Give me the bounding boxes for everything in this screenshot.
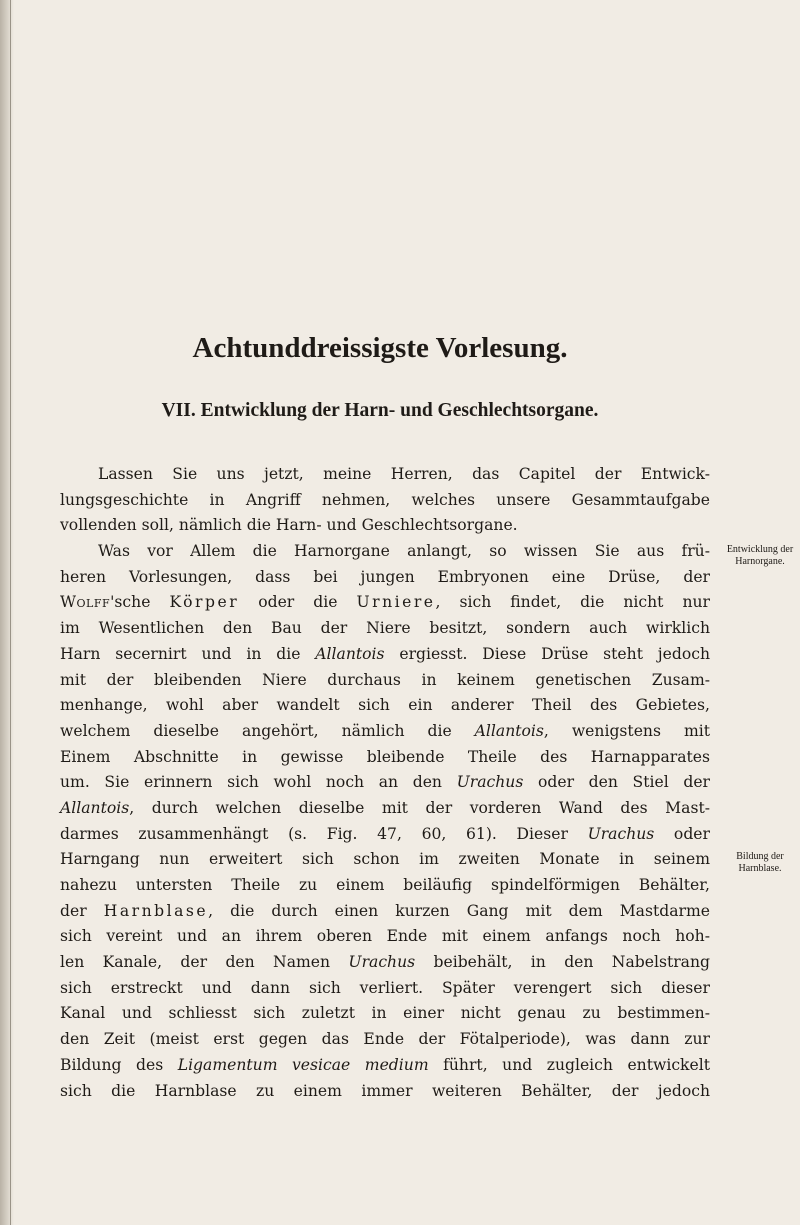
text-line: nahezu untersten Theile zu einem beiläufig spindelförmigen Behälter, [60, 876, 710, 894]
text-line: heren Vorlesungen, dass bei jungen Embryonen eine Drüse, der [60, 567, 710, 586]
term-italic: Urachus [587, 824, 655, 843]
text-run: 'sche [110, 593, 170, 612]
margin-note-harnorgane [722, 544, 798, 568]
term-italic: Allantois [315, 644, 385, 663]
margin-note-harnblase [722, 851, 798, 875]
text-line: Was vor Allem die Harnorgane anlangt, so wissen Sie aus frü- [98, 542, 710, 561]
text-line [60, 719, 710, 745]
text-run: um. Sie erinnern sich wohl noch an den [60, 773, 457, 792]
text-line: mit der bleibenden Niere durchaus in keinem genetischen Zusam- [60, 670, 710, 689]
text-run: oder [654, 824, 710, 843]
term-italic: Allantois [474, 721, 544, 740]
text-line: Lassen Sie uns jetzt, meine Herren, das Capitel der Entwick- [98, 465, 710, 483]
text-line [60, 899, 710, 925]
text-run: Harn secernirt und in die [60, 644, 316, 663]
chapter-title: Achtunddreissigste Vorlesung. [192, 332, 568, 364]
text-line: im Wesentlichen den Bau der Niere besitzt, sondern auch wirklich [60, 619, 710, 638]
term-spaced: Körper [169, 593, 240, 612]
margin-note-line: Bildung der [736, 851, 784, 862]
text-run: welchem dieselbe angehört, nämlich die [60, 721, 475, 740]
text-line: sich vereint und an ihrem oberen Ende mit einem anfangs noch hoh- [60, 927, 710, 946]
term-spaced: Urniere [356, 593, 436, 612]
text-run: führt, und zugleich entwickelt [428, 1055, 710, 1074]
text-line: lungsgeschichte in Angriff nehmen, welches unsere Gesammtaufgabe [60, 490, 710, 509]
text-line: menhange, wohl aber wandelt sich ein anderer Theil des Gebietes, [60, 696, 710, 715]
term-italic: Allantois [60, 798, 130, 817]
section-title: VII. Entwicklung der Harn- und Geschlechtsorgane. [161, 400, 599, 421]
text-run: , die durch einen kurzen Gang mit dem Mastdarme [208, 901, 710, 920]
text-run: Bildung des [60, 1055, 178, 1074]
text-run: , sich findet, die nicht nur [435, 593, 710, 612]
book-spine-line [10, 0, 11, 1225]
text-line [60, 822, 710, 848]
text-line [60, 796, 710, 822]
text-line [60, 1053, 710, 1079]
text-run: oder die [239, 593, 357, 612]
text-line [60, 642, 710, 668]
margin-note-line: Harnblase. [738, 863, 782, 874]
text-line: sich die Harnblase zu einem immer weiteren Behälter, der jedoch [60, 1081, 710, 1100]
author-name: Wolff [60, 593, 111, 612]
text-line [60, 590, 710, 616]
term-spaced: Harnblase [103, 901, 209, 920]
text-line: vollenden soll, nämlich die Harn- und Geschlechtsorgane. [60, 516, 518, 535]
text-line: Einem Abschnitte in gewisse bleibende Theile des Harnapparates [60, 747, 710, 766]
text-run: der [60, 901, 104, 920]
term-italic: Urachus [456, 773, 524, 792]
book-spine-shadow [0, 0, 14, 1225]
text-line: Kanal und schliesst sich zuletzt in einer nicht genau zu bestimmen- [60, 1004, 710, 1023]
text-run: beibehält, in den Nabelstrang [415, 953, 710, 972]
body-text [60, 462, 710, 1104]
text-line: sich erstreckt und dann sich verliert. Später verengert sich dieser [60, 978, 710, 997]
text-run: darmes zusammenhängt (s. Fig. 47, 60, 61). Dieser [60, 824, 588, 843]
term-italic: Urachus [348, 953, 416, 972]
term-italic: Ligamentum vesicae medium [177, 1055, 429, 1074]
text-run: , durch welchen dieselbe mit der vorderen Wand des Mast- [129, 798, 710, 817]
text-line [60, 950, 710, 976]
text-run: len Kanale, der den Namen [60, 953, 349, 972]
margin-note-line: Entwicklung der [726, 544, 794, 555]
text-line: Harngang nun erweitert sich schon im zweiten Monate in seinem [60, 850, 710, 869]
margin-note-line: Harnorgane. [735, 556, 785, 567]
text-run: ergiesst. Diese Drüse steht jedoch [384, 644, 711, 663]
text-run: , wenigstens mit [543, 721, 710, 740]
text-line [60, 770, 710, 796]
text-line: den Zeit (meist erst gegen das Ende der Fötalperiode), was dann zur [60, 1030, 710, 1049]
text-run: oder den Stiel der [523, 773, 711, 792]
